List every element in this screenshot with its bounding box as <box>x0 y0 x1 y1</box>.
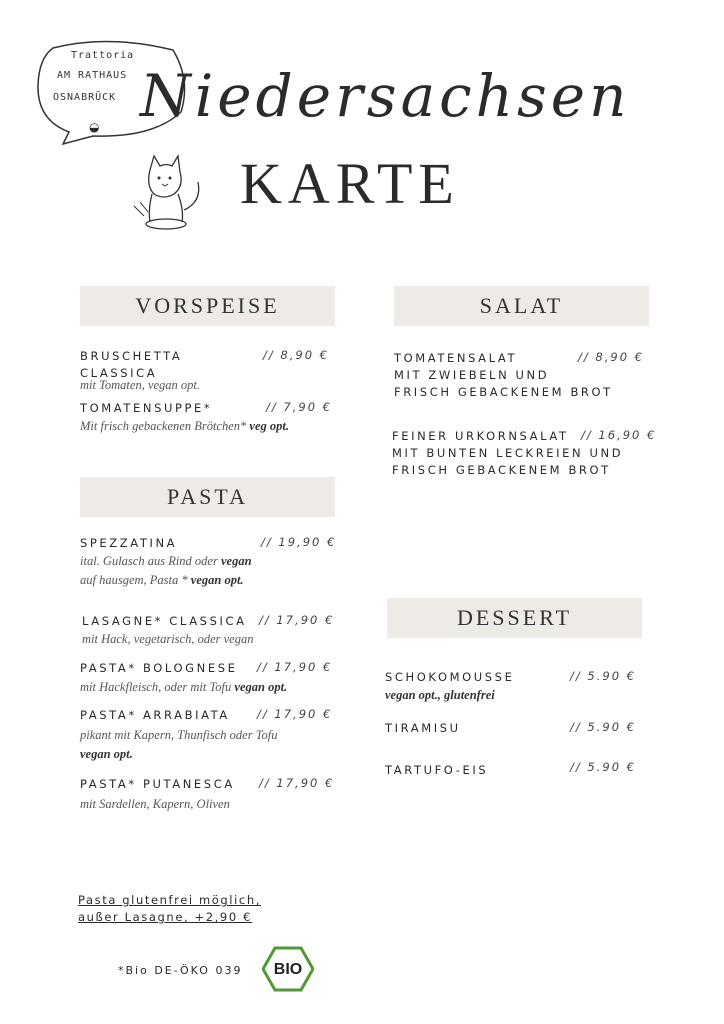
item-name: BRUSCHETTA CLASSICA <box>80 349 183 380</box>
item-price: // 16,90 € <box>581 428 657 442</box>
section-heading-vorspeise: VORSPEISE <box>80 286 335 326</box>
item-name: TOMATENSALAT MIT ZWIEBELN UND FRISCH GEBACKENEM BROT <box>394 351 613 399</box>
bio-note: *Bio DE-ÖKO 039 <box>118 964 243 977</box>
item-price: // 8,90 € <box>578 350 644 364</box>
item-description-bold: veg opt. <box>249 419 289 433</box>
gluten-note-line2: außer Lasagne, +2,90 € <box>78 910 252 924</box>
item-price: // 7,90 € <box>266 400 332 414</box>
item-description-text: ital. Gulasch aus Rind oder <box>80 554 218 568</box>
item-price: // 17,90 € <box>259 776 335 790</box>
item-name: TARTUFO-EIS <box>385 763 489 777</box>
item-description-bold: vegan <box>220 554 252 568</box>
item-name: SCHOKOMOUSSE <box>385 670 515 684</box>
item-description: mit Tomaten, vegan opt. <box>80 378 201 392</box>
item-price: // 8,90 € <box>263 348 329 362</box>
svg-text:BIO: BIO <box>273 961 303 978</box>
item-price: // 19,90 € <box>261 535 337 549</box>
item-price: // 17,90 € <box>257 660 333 674</box>
item-description-text: auf hausgem, Pasta * <box>80 573 188 587</box>
item-name: FEINER URKORNSALAT MIT BUNTEN LECKREIEN UND FRISCH GEBACKENEM BROT <box>392 429 624 477</box>
cat-illustration <box>130 150 210 235</box>
item-description <box>385 686 495 705</box>
bread-icon: ◒ <box>89 120 100 134</box>
item-description: mit Hack, vegetarisch, oder vegan <box>82 632 254 646</box>
section-heading-salat: SALAT <box>394 286 649 326</box>
item-description <box>80 726 277 764</box>
item-description-bold: vegan opt., glutenfrei <box>385 688 495 702</box>
item-name: SPEZZATINA <box>80 536 178 550</box>
item-name: PASTA* PUTANESCA <box>80 777 235 791</box>
item-description <box>80 678 287 697</box>
item-description <box>80 417 289 436</box>
item-description-bold: vegan opt. <box>190 573 244 587</box>
item-name: PASTA* BOLOGNESE <box>80 661 238 675</box>
item-name: TIRAMISU <box>385 721 461 735</box>
item-description-text: mit Hackfleisch, oder mit Tofu <box>80 680 232 694</box>
item-price: // 5.90 € <box>570 669 636 683</box>
item-price: // 5.90 € <box>570 760 636 774</box>
item-price: // 17,90 € <box>259 613 335 627</box>
item-description-bold: vegan opt. <box>80 747 133 761</box>
logo-line1: Trattoria <box>71 50 135 61</box>
logo-line3: OSNABRÜCK <box>53 92 117 103</box>
item-description-text: Mit frisch gebackenen Brötchen* <box>80 419 247 433</box>
item-price: // 5.90 € <box>570 720 636 734</box>
script-title: Niedersachsen <box>140 62 631 130</box>
page-title: KARTE <box>240 151 460 216</box>
item-description-bold: vegan opt. <box>234 680 288 694</box>
gluten-note-line1: Pasta glutenfrei möglich, <box>78 893 261 907</box>
item-name: LASAGNE* CLASSICA <box>82 614 247 628</box>
section-heading-dessert: DESSERT <box>387 598 642 638</box>
item-price: // 17,90 € <box>257 707 333 721</box>
item-description <box>80 552 252 590</box>
bio-seal-icon <box>262 946 314 992</box>
item-description-text: pikant mit Kapern, Thunfisch oder Tofu <box>80 728 278 742</box>
section-heading-pasta: PASTA <box>80 477 335 517</box>
item-name: PASTA* ARRABIATA <box>80 708 230 722</box>
item-description: mit Sardellen, Kapern, Oliven <box>80 797 230 811</box>
item-name: TOMATENSUPPE* <box>80 401 213 415</box>
logo-line2: AM RATHAUS <box>57 70 128 81</box>
